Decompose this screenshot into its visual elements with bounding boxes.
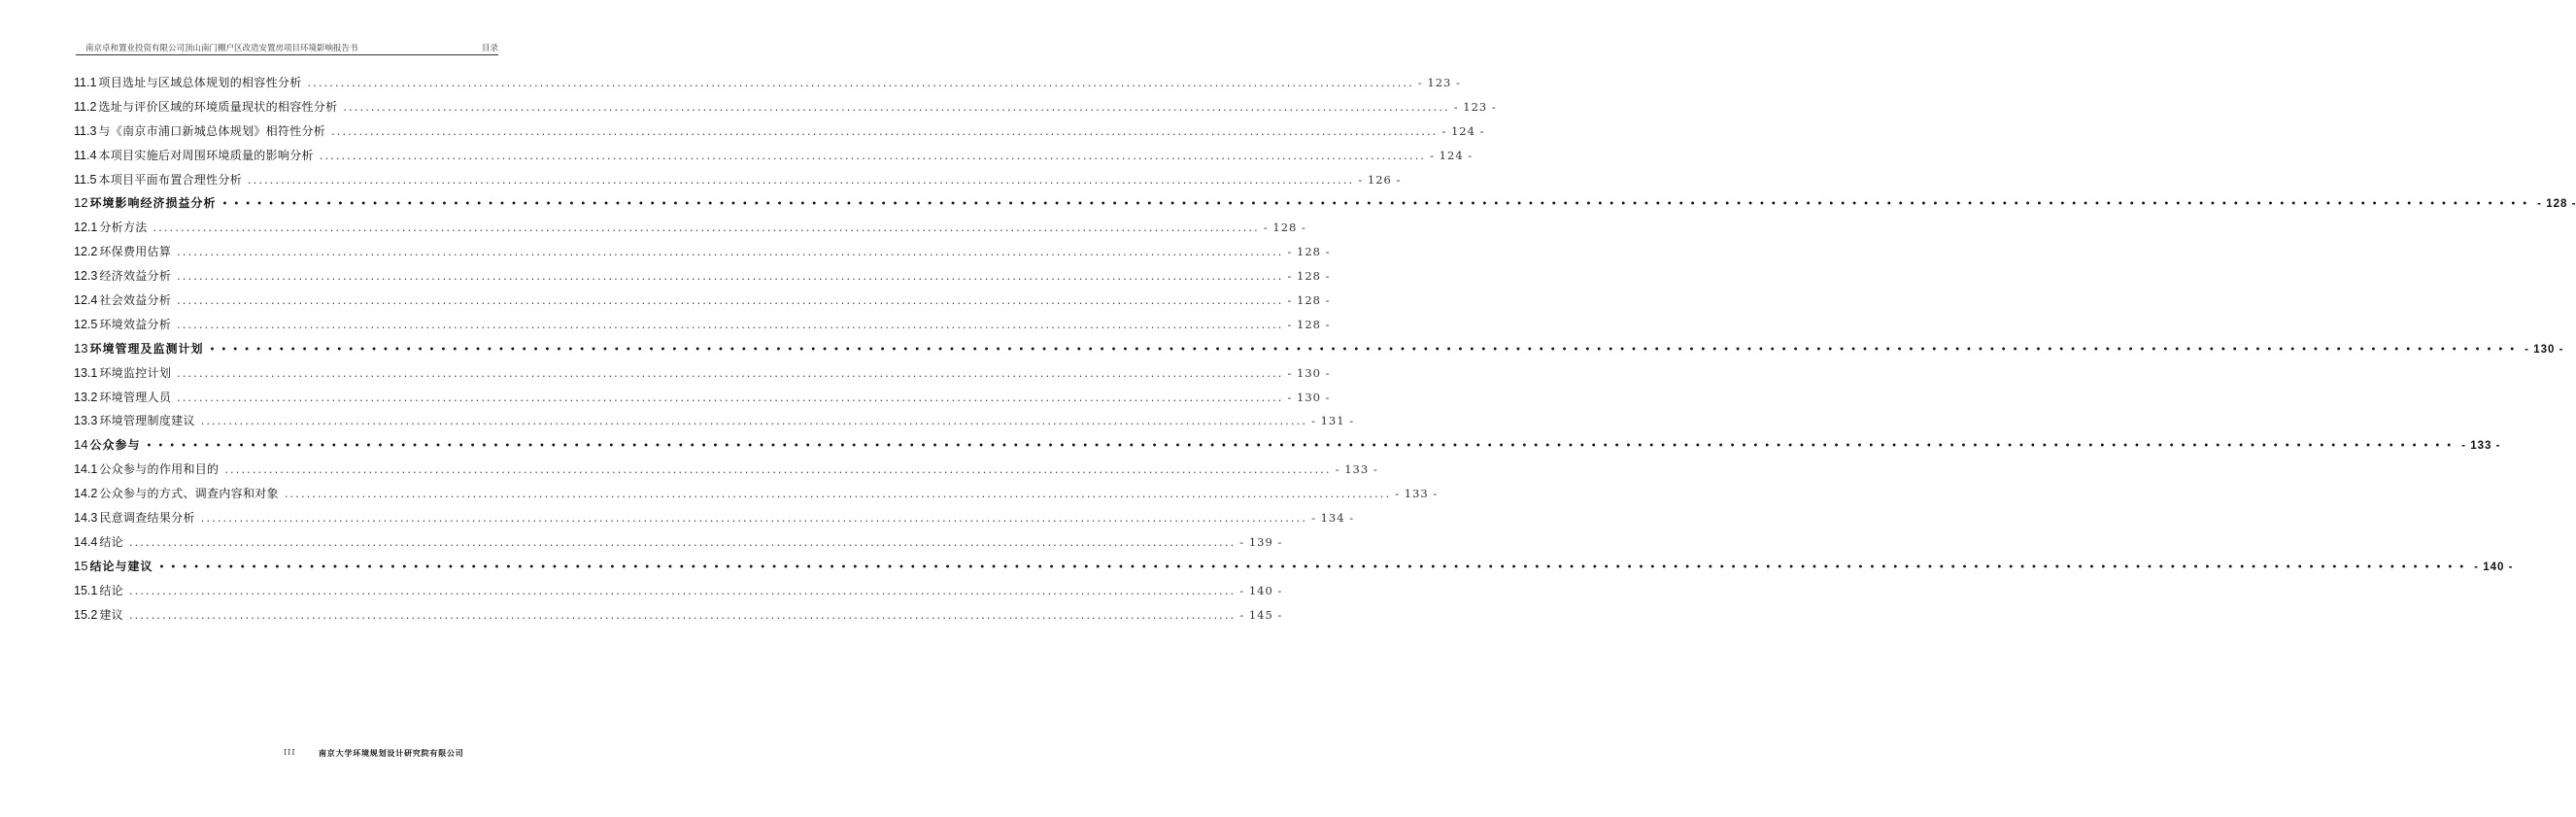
toc-entry-page: - 133 - bbox=[2461, 440, 2501, 453]
toc-leader-dots: ........................................................................................................................................................................................................ bbox=[128, 584, 1237, 597]
toc-leader-dots: ........................................................................................................................................................................................................ bbox=[177, 294, 1284, 308]
toc-leader-dots: ........................................................................................................................................................................................................ bbox=[284, 488, 1392, 501]
toc-chapter-entry[interactable] bbox=[74, 340, 2564, 364]
toc-leader-dots: ........................................................................................................................................................................................................ bbox=[224, 463, 1332, 477]
toc-entry-number: 14.3 bbox=[74, 511, 98, 526]
toc-section-entry[interactable] bbox=[74, 389, 1331, 413]
toc-entry-number: 11.5 bbox=[74, 172, 97, 187]
toc-entry-page: - 128 - bbox=[1287, 293, 1331, 308]
toc-entry-page: - 126 - bbox=[1358, 172, 1402, 187]
toc-entry-page: - 123 - bbox=[1453, 99, 1497, 114]
toc-entry-title: 经济效益分析 bbox=[99, 269, 172, 284]
toc-section-entry[interactable] bbox=[74, 147, 1474, 171]
page-number: III bbox=[284, 748, 296, 757]
toc-entry-title: 本项目实施后对周围环境质量的影响分析 bbox=[98, 148, 314, 162]
toc-entry-page: - 124 - bbox=[1441, 123, 1485, 138]
toc-entry-page: - 128 - bbox=[1287, 269, 1331, 284]
toc-entry-page: - 123 - bbox=[1417, 76, 1461, 89]
toc-entry-title: 公众参与 bbox=[89, 438, 141, 453]
toc-section-entry[interactable] bbox=[74, 122, 1485, 147]
toc-entry-number: 13.1 bbox=[74, 365, 98, 380]
toc-entry-number: 12.2 bbox=[74, 245, 98, 259]
toc-leader-dots: ........................................................................................................................................................................................................ bbox=[128, 535, 1237, 549]
toc-entry-title: 环境管理及监测计划 bbox=[89, 341, 204, 356]
toc-leader-dots: ........................................................................................................................................................................................................ bbox=[319, 149, 1427, 162]
toc-entry-title: 项目选址与区域总体规划的相容性分析 bbox=[98, 76, 302, 89]
toc-section-entry[interactable] bbox=[74, 509, 1355, 533]
toc-leader-dots: ........................................................................................................................................................................................................ bbox=[200, 512, 1308, 526]
toc-entry-title: 环境管理制度建议 bbox=[99, 414, 195, 428]
toc-chapter-entry[interactable] bbox=[74, 558, 2514, 582]
toc-section-entry[interactable] bbox=[74, 412, 1355, 436]
toc-entry-page: - 145 - bbox=[1239, 607, 1283, 622]
toc-entry-number: 15.1 bbox=[74, 583, 98, 597]
toc-section-entry[interactable] bbox=[74, 460, 1378, 485]
toc-entry-number: 12.4 bbox=[74, 293, 98, 308]
toc-entry-page: - 139 - bbox=[1239, 534, 1283, 549]
toc-leader-dots: ........................................................................................................................................................................................................ bbox=[307, 77, 1414, 89]
toc-section-entry[interactable] bbox=[74, 364, 1331, 389]
toc-entry-title: 选址与评价区域的环境质量现状的相容性分析 bbox=[98, 99, 338, 114]
toc-entry-number: 14 bbox=[74, 437, 88, 453]
toc-entry-number: 15 bbox=[74, 558, 88, 573]
toc-entry-number: 12 bbox=[74, 195, 88, 211]
document-title: 南京卓和置业投资有限公司顶山南门棚户区改造安置房项目环境影响报告书 bbox=[85, 44, 358, 53]
toc-leader-dots: ........................................................................................................................................................................................................ bbox=[200, 415, 1308, 428]
toc-entry-number: 13 bbox=[74, 340, 88, 356]
toc-entry-title: 民意调查结果分析 bbox=[99, 511, 195, 526]
table-of-contents bbox=[74, 74, 2576, 630]
toc-entry-page: - 130 - bbox=[2525, 343, 2564, 356]
toc-section-entry[interactable] bbox=[74, 267, 1331, 291]
section-label: 目录 bbox=[481, 44, 498, 53]
toc-entry-title: 结论 bbox=[99, 583, 123, 597]
toc-section-entry[interactable] bbox=[74, 74, 1461, 98]
toc-section-entry[interactable] bbox=[74, 316, 1331, 340]
toc-entry-page: - 128 - bbox=[1263, 221, 1306, 235]
toc-entry-number: 12.5 bbox=[74, 317, 98, 331]
toc-section-entry[interactable] bbox=[74, 98, 1497, 122]
page-footer bbox=[0, 748, 578, 762]
toc-entry-number: 11.1 bbox=[74, 76, 97, 89]
toc-entry-number: 15.2 bbox=[74, 607, 98, 622]
toc-chapter-entry[interactable] bbox=[74, 194, 2576, 219]
toc-leader-dots: ........................................................................................................................................................................................................ bbox=[128, 608, 1237, 622]
toc-entry-page: - 130 - bbox=[1287, 365, 1331, 380]
toc-entry-number: 11.3 bbox=[74, 123, 97, 138]
toc-entry-page: - 124 - bbox=[1430, 148, 1474, 162]
toc-leader-dots: ........................................................................................................................................................................................................ bbox=[153, 221, 1260, 235]
toc-section-entry[interactable] bbox=[74, 219, 1306, 243]
toc-entry-number: 12.3 bbox=[74, 269, 98, 284]
page-header bbox=[76, 39, 498, 55]
toc-leader-dots: •••••••••••••••••••••••••••••••••••••••••••••••••••••••••••••••••••••••••••••••••••••••••••••••••••••••••••••••••••••••••••••••••••••••••••••••••••••••••••••••••••••••••••••••••••••••••••••••••••••••• bbox=[209, 344, 2522, 356]
toc-entry-title: 本项目平面布置合理性分析 bbox=[98, 172, 243, 187]
toc-leader-dots: ........................................................................................................................................................................................................ bbox=[248, 173, 1355, 187]
toc-entry-number: 14.1 bbox=[74, 462, 98, 477]
toc-entry-page: - 133 - bbox=[1335, 462, 1378, 477]
toc-leader-dots: •••••••••••••••••••••••••••••••••••••••••••••••••••••••••••••••••••••••••••••••••••••••••••••••••••••••••••••••••••••••••••••••••••••••••••••••••••••••••••••••••••••••••••••••••••••••••••••••••••••••• bbox=[221, 199, 2534, 211]
toc-leader-dots: ........................................................................................................................................................................................................ bbox=[343, 100, 1450, 114]
toc-section-entry[interactable] bbox=[74, 485, 1439, 509]
organization-name: 南京大学环境规划设计研究院有限公司 bbox=[319, 749, 464, 758]
toc-leader-dots: •••••••••••••••••••••••••••••••••••••••••••••••••••••••••••••••••••••••••••••••••••••••••••••••••••••••••••••••••••••••••••••••••••••••••••••••••••••••••••••••••••••••••••••••••••••••••••••••••••••••• bbox=[158, 562, 2471, 573]
toc-entry-title: 社会效益分析 bbox=[99, 293, 172, 308]
toc-entry-page: - 130 - bbox=[1287, 390, 1331, 404]
toc-entry-title: 环境监控计划 bbox=[99, 365, 172, 380]
toc-entry-number: 11.4 bbox=[74, 148, 97, 162]
toc-entry-number: 11.2 bbox=[74, 99, 97, 114]
toc-entry-page: - 134 - bbox=[1311, 511, 1355, 526]
toc-entry-title: 结论与建议 bbox=[89, 559, 153, 573]
toc-chapter-entry[interactable] bbox=[74, 436, 2501, 460]
toc-section-entry[interactable] bbox=[74, 243, 1331, 267]
toc-section-entry[interactable] bbox=[74, 533, 1283, 558]
toc-entry-title: 环保费用估算 bbox=[99, 245, 172, 259]
toc-section-entry[interactable] bbox=[74, 291, 1331, 316]
toc-leader-dots: ........................................................................................................................................................................................................ bbox=[177, 391, 1284, 404]
toc-entry-page: - 128 - bbox=[1287, 317, 1331, 331]
toc-entry-page: - 133 - bbox=[1395, 487, 1439, 501]
toc-entry-title: 建议 bbox=[99, 607, 123, 622]
toc-entry-number: 14.4 bbox=[74, 534, 98, 549]
toc-section-entry[interactable] bbox=[74, 606, 1283, 630]
toc-entry-title: 与《南京市浦口新城总体规划》相符性分析 bbox=[98, 123, 326, 138]
toc-entry-number: 12.1 bbox=[74, 221, 98, 235]
toc-section-entry[interactable] bbox=[74, 582, 1283, 606]
toc-entry-title: 公众参与的方式、调查内容和对象 bbox=[99, 487, 279, 501]
toc-entry-page: - 128 - bbox=[1287, 245, 1331, 259]
toc-entry-title: 环境效益分析 bbox=[99, 317, 172, 331]
toc-entry-title: 结论 bbox=[99, 534, 123, 549]
toc-leader-dots: ........................................................................................................................................................................................................ bbox=[177, 366, 1284, 380]
toc-entry-number: 14.2 bbox=[74, 487, 98, 501]
toc-leader-dots: ........................................................................................................................................................................................................ bbox=[177, 270, 1284, 284]
toc-leader-dots: •••••••••••••••••••••••••••••••••••••••••••••••••••••••••••••••••••••••••••••••••••••••••••••••••••••••••••••••••••••••••••••••••••••••••••••••••••••••••••••••••••••••••••••••••••••••••••••••••••••••• bbox=[146, 441, 2458, 453]
toc-entry-page: - 131 - bbox=[1311, 414, 1355, 428]
toc-entry-number: 13.2 bbox=[74, 390, 98, 404]
toc-entry-title: 环境影响经济损益分析 bbox=[89, 196, 217, 211]
toc-leader-dots: ........................................................................................................................................................................................................ bbox=[177, 246, 1284, 259]
toc-entry-title: 分析方法 bbox=[99, 221, 148, 235]
toc-section-entry[interactable] bbox=[74, 171, 1402, 195]
toc-leader-dots: ........................................................................................................................................................................................................ bbox=[177, 318, 1284, 331]
toc-entry-number: 13.3 bbox=[74, 414, 98, 428]
toc-entry-page: - 128 - bbox=[2537, 198, 2576, 211]
toc-leader-dots: ........................................................................................................................................................................................................ bbox=[331, 124, 1439, 138]
toc-entry-page: - 140 - bbox=[2474, 561, 2514, 573]
toc-entry-title: 环境管理人员 bbox=[99, 390, 172, 404]
toc-entry-title: 公众参与的作用和目的 bbox=[99, 462, 220, 477]
toc-entry-page: - 140 - bbox=[1239, 583, 1283, 597]
